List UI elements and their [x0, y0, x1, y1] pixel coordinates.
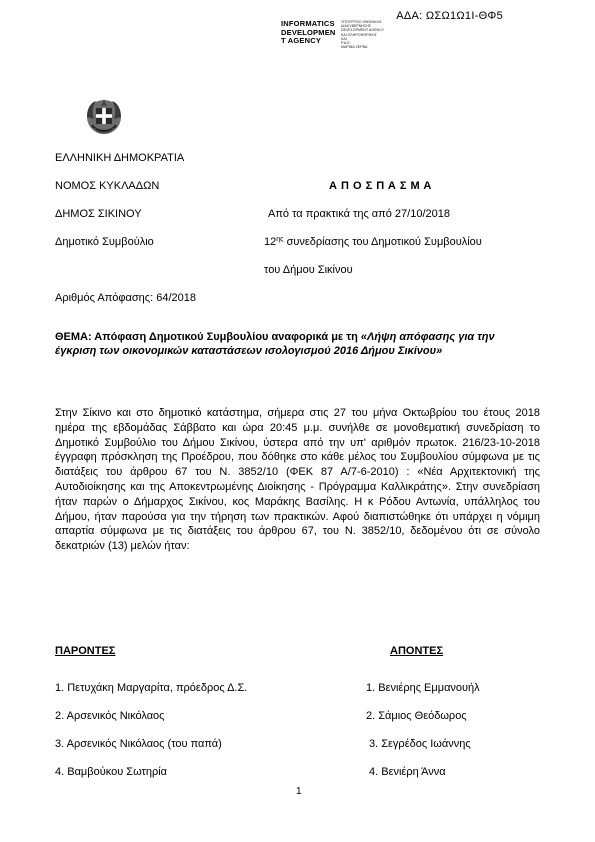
present-member: 2. Αρσενικός Νικόλαος	[55, 710, 165, 722]
logo-small-line: Ρ.Α.Ε.	[341, 41, 351, 46]
session-ordinal: ης	[276, 236, 284, 243]
absent-member: 4. Βενιέρη Άννα	[369, 766, 446, 778]
logo-small-line: ΜΑΡΙΝΑ ΖΕΡΒΑ	[341, 45, 368, 50]
decision-number: Αριθμός Απόφασης: 64/2018	[55, 292, 196, 304]
absent-member: 1. Βενιέρης Εμμανουήλ	[366, 682, 480, 694]
session-description: συνεδρίασης του Δημοτικού Συμβουλίου	[283, 236, 482, 248]
informatics-logo-small-text	[341, 20, 384, 49]
logo-small-line: ΚΑΙ	[341, 36, 347, 41]
prefecture-label: ΝΟΜΟΣ ΚΥΚΛΑΔΩΝ	[55, 180, 160, 192]
session-line	[264, 236, 482, 249]
document-title: Α Π Ο Σ Π Α Σ Μ Α	[329, 180, 432, 192]
ada-code: ΑΔΑ: ΩΣΩ1Ω1Ι-ΘΦ5	[396, 10, 503, 22]
logo-small-line: DEVELOPMENT AGENCY	[341, 28, 385, 33]
greek-emblem-icon	[84, 97, 124, 137]
minutes-reference: Από τα πρακτικά της από 27/10/2018	[268, 208, 450, 220]
minutes-body: Στην Σίκινο και στο δημοτικό κατάστημα, σήμερα στις 27 του μήνα Οκτωβρίου του έτους 2018 ημέρα της εβδομάδας Σάββατο και ώρα 20:45 μ.μ. συνήλθε σε μονοθεματική συνεδρίαση το Δημοτικό Συμβούλιο του Δήμου Σικίνου, ύστερα από την υπ' αριθμόν πρωτοκ. 216/23-10-2018 έγγραφη πρόσκληση της Προέδρου, που δόθηκε στο κάθε μέλος του Συμβουλίου σύμφωνα με τις διατάξεις του άρθρου 67 του Ν. 3852/10 (ΦΕΚ 87 Α/7-6-2010) : «Νέα Αρχιτεκτονική της Αυτοδιοίκησης και της Αποκεντρωμένης Διοίκησης - Πρόγραμμα Καλλικράτης». Στην συνεδρίαση ήταν παρών ο Δήμαρχος Σικίνου, κος Μαράκης Βασίλης. Η κ Ρόδου Αντωνία, υπάλληλος του Δήμου, ήταν παρούσα για την τήρηση των πρακτικών. Αφού διαπιστώθηκε ότι υπάρχει η νόμιμη απαρτία σύμφωνα με τις διατάξεις του άρθρου 67, του Ν. 3852/10, δεδομένου ότι σε σύνολο δεκατριών (13) μελών ήταν:	[55, 407, 540, 553]
present-member: 3. Αρσενικός Νικόλαος (του παπά)	[55, 738, 222, 750]
session-number: 12	[264, 236, 277, 248]
logo-small-line: ΥΠΟΥΡΓΕΙΟ ΨΗΦΙΑΚΗΣ	[341, 20, 382, 24]
subject-title: «Λήψη απόφασης για την έγκριση των οικονομικών καταστάσεων ισολογισμού 2016 Δήμου Σικίνου»	[55, 331, 495, 357]
logo-small-line: ΚΑΙ ΠΛΗΡΟΦΟΡΙΚΗΣ	[341, 32, 377, 37]
logo-small-line: ΔΙΑΚΥΒΕΡΝΗΣΗΣ	[341, 24, 372, 29]
logo-line: T AGENCY	[281, 36, 322, 45]
absent-header: ΑΠΟΝΤΕΣ	[390, 645, 444, 657]
session-municipality: του Δήμου Σικίνου	[264, 264, 353, 276]
logo-line: DEVELOPMEN	[281, 27, 336, 37]
page-number: 1	[296, 786, 302, 797]
subject-heading	[55, 330, 535, 358]
present-member: 1. Πετυχάκη Μαργαρίτα, πρόεδρος Δ.Σ.	[55, 682, 248, 694]
absent-member: 3. Σεγρέδος Ιωάννης	[369, 738, 471, 750]
municipality-label: ΔΗΜΟΣ ΣΙΚΙΝΟΥ	[55, 208, 142, 220]
subject-lead: ΘΕΜΑ: Απόφαση Δημοτικού Συμβουλίου αναφορικά με τη	[55, 331, 361, 343]
logo-line: INFORMATICS	[281, 19, 335, 28]
present-member: 4. Βαμβούκου Σωτηρία	[55, 766, 168, 778]
present-header: ΠΑΡΟΝΤΕΣ	[55, 645, 116, 657]
republic-label: ΕΛΛΗΝΙΚΗ ΔΗΜΟΚΡΑΤΙΑ	[55, 152, 185, 164]
informatics-logo-text	[281, 20, 336, 46]
council-label: Δημοτικό Συμβούλιο	[55, 236, 154, 248]
absent-member: 2. Σάμιος Θεόδωρος	[366, 710, 467, 722]
